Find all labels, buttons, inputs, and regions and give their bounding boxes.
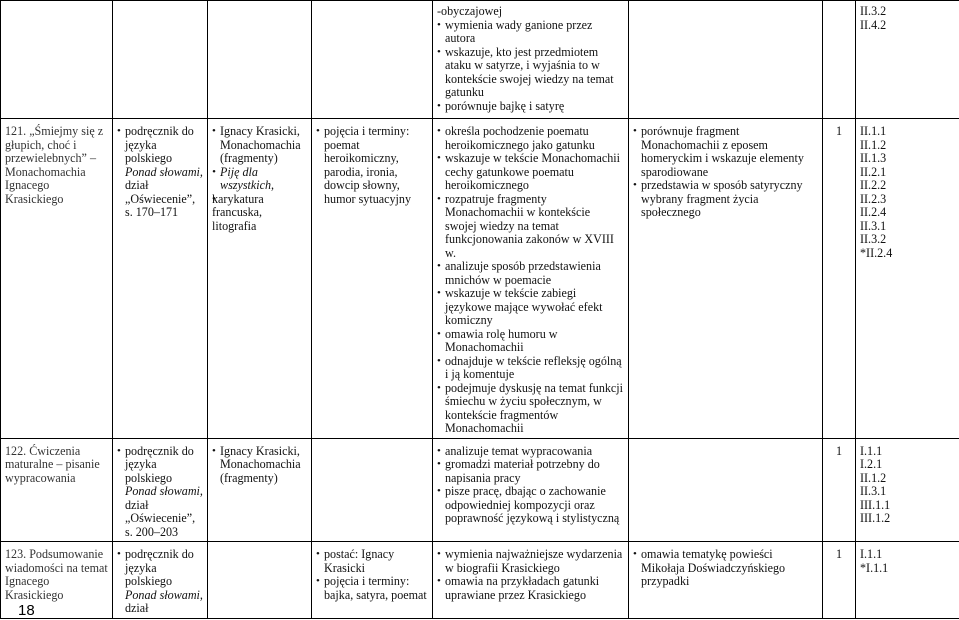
skills-list: [437, 5, 624, 19]
skill-item: • analizuje sposób przedstawienia mnichów w poemacie: [437, 260, 624, 287]
code: II.1.3: [860, 151, 887, 165]
skill-item: • gromadzi materiał potrzebny do napisania pracy: [437, 458, 624, 485]
textbook-name: podręcznik do języka polskiego: [125, 547, 194, 588]
code: *II.2.4: [860, 245, 893, 260]
skill-item: • wskazuje w tekście Monachomachii cechy gatunkowe poematu heroikomicznego: [437, 152, 624, 193]
textbook-item: [117, 445, 203, 540]
cell-codes: [856, 119, 959, 439]
extended-list: [633, 548, 818, 589]
cell-texts: [208, 119, 312, 439]
cell-hours: 1: [823, 119, 856, 439]
lesson-row-121: [1, 119, 959, 439]
code: II.4.2: [860, 17, 887, 32]
lesson-row-122: [1, 438, 959, 542]
skill-item: • rozpatruje fragmenty Monachomachii w kontekście swojej wiedzy na temat funkcjonowania zakonów w XVIII w.: [437, 193, 624, 261]
extended-item: • przedstawia w sposób satyryczny wybrany fragment życia społecznego: [633, 179, 818, 220]
concepts-list: [316, 125, 428, 206]
extended-list: [633, 125, 818, 220]
textbook-item: [117, 548, 203, 616]
cell-extended: [629, 1, 823, 119]
textbook-section-label: dział: [125, 497, 149, 512]
textbook-title: Ponad słowami,: [125, 484, 203, 498]
cell-concepts: [312, 542, 433, 619]
text-item: • Ignacy Krasicki, Monachomachia (fragmenty): [212, 125, 307, 166]
lesson-title: 122. Ćwiczenia maturalne – pisanie wypracowania: [1, 438, 113, 542]
textbook-pages: s. 170–171: [125, 205, 179, 219]
cell-concepts: [312, 119, 433, 439]
skill-item: • wskazuje, kto jest przedmiotem ataku w satyrze, i wyjaśnia to w kontekście swojej wiedzy na temat gatunku: [437, 46, 624, 100]
cell-hours: 1: [823, 542, 856, 619]
skill-item: • wskazuje w tekście zabiegi językowe mające wywołać efekt komiczny: [437, 287, 624, 328]
cell-hours: [823, 1, 856, 119]
concepts-list: [316, 548, 428, 602]
textbook-list: [117, 548, 203, 616]
cell-extended: [629, 119, 823, 439]
cell-hours: 1: [823, 438, 856, 542]
textbook-list: [117, 125, 203, 220]
textbook-section: „Oświecenie”,: [125, 191, 196, 206]
code: II.2.2: [860, 178, 887, 192]
cell-skills: [433, 1, 629, 119]
textbook-title: Ponad słowami,: [125, 587, 203, 602]
cell-skills: [433, 542, 629, 619]
text-item-title: Piję dla wszystkich,: [220, 164, 275, 192]
code: I.1.1: [860, 443, 883, 458]
text-item: • Ignacy Krasicki, Monachomachia (fragmenty): [212, 445, 307, 486]
code: II.2.1: [860, 164, 887, 179]
textbook-section: „Oświecenie”,: [125, 511, 196, 525]
textbook-pages: s. 200–203: [125, 524, 179, 539]
skill-item: • odnajduje w tekście refleksję ogólną i ją komentuje: [437, 355, 624, 382]
skills-list: [437, 445, 624, 526]
cell-extended: [629, 438, 823, 542]
lesson-title: 121. „Śmiejmy się z głupich, choć i przewielebnych” – Monachomachia Ignacego Krasickiego: [1, 119, 113, 439]
text-item: [212, 166, 307, 193]
cell-textbook: [113, 542, 208, 619]
textbook-section-label: dział: [125, 178, 149, 192]
code: I.1.1: [860, 547, 883, 561]
skills-list: [437, 125, 624, 436]
cell-concepts: [312, 438, 433, 542]
skill-item: • pisze pracę, dbając o zachowanie odpowiedniej kompozycji oraz poprawność językową i stylistyczną: [437, 485, 624, 526]
skills-list: [437, 548, 624, 602]
skill-item: • omawia na przykładach gatunki uprawiane przez Krasickiego: [437, 575, 624, 602]
cell-texts: [208, 438, 312, 542]
textbook-name: podręcznik do języka polskiego: [125, 443, 194, 485]
page-number: 18: [18, 602, 35, 619]
lesson-row-123: [1, 542, 959, 619]
cell-lesson: [1, 1, 113, 119]
cell-textbook: [113, 1, 208, 119]
concept-item: • pojęcia i terminy: poemat heroikomiczny, parodia, ironia, dowcip słowny, humor sytuacyjny: [316, 125, 428, 206]
textbook-name: podręcznik do języka polskiego: [125, 124, 194, 165]
cell-concepts: [312, 1, 433, 119]
skill-item: • porównuje bajkę i satyrę: [437, 100, 624, 114]
cell-textbook: [113, 119, 208, 439]
code: II.2.3: [860, 191, 887, 206]
textbook-list: [117, 445, 203, 540]
concept-item: • postać: Ignacy Krasicki: [316, 548, 428, 575]
skill-item: • podejmuje dyskusję na temat funkcji śmiechu w życiu społecznym, w kontekście fragmentów Monachomachii: [437, 382, 624, 436]
code: II.3.2: [860, 232, 887, 246]
cell-skills: [433, 119, 629, 439]
cell-textbook: [113, 438, 208, 542]
code: II.3.2: [860, 4, 887, 18]
texts-list: [212, 125, 307, 233]
textbook-title: Ponad słowami,: [125, 164, 203, 179]
skill-item: • określa pochodzenie poematu heroikomicznego jako gatunku: [437, 125, 624, 152]
cell-codes: [856, 438, 959, 542]
code: III.1.1: [860, 497, 891, 512]
cell-codes: [856, 1, 959, 119]
text-item: • karykatura francuska, litografia: [212, 193, 307, 234]
cell-texts: [208, 1, 312, 119]
skill-item: • wymienia wady ganione przez autora: [437, 19, 624, 46]
skill-item: -obyczajowej: [437, 4, 503, 18]
cell-extended: [629, 542, 823, 619]
code: II.1.1: [860, 124, 887, 138]
skill-item: • analizuje temat wypracowania: [437, 445, 624, 459]
code: III.1.2: [860, 511, 891, 525]
cell-skills: [433, 438, 629, 542]
extended-item: • omawia tematykę powieści Mikołaja Doświadczyńskiego przypadki: [633, 548, 818, 589]
code: *I.1.1: [860, 560, 889, 575]
code: II.3.1: [860, 218, 887, 233]
extended-item: • porównuje fragment Monachomachii z eposem homeryckim i wskazuje elementy sparodiowane: [633, 125, 818, 179]
code: II.1.2: [860, 137, 887, 152]
carry-over-row: [1, 1, 959, 119]
cell-texts: [208, 542, 312, 619]
code: II.3.1: [860, 484, 887, 498]
concept-item: • pojęcia i terminy: bajka, satyra, poemat: [316, 575, 428, 602]
textbook-item: [117, 125, 203, 220]
code: II.2.4: [860, 205, 887, 219]
code: II.1.2: [860, 470, 887, 485]
code: I.2.1: [860, 457, 883, 471]
skills-list: [437, 19, 624, 114]
texts-list: [212, 445, 307, 486]
lesson-title: 123. Podsumowanie wiadomości na temat Ignacego Krasickiego: [1, 542, 113, 619]
cell-codes: [856, 542, 959, 619]
skill-item: • omawia rolę humoru w Monachomachii: [437, 328, 624, 355]
textbook-section-label: dział: [125, 601, 149, 615]
skill-item: • wymienia najważniejsze wydarzenia w biografii Krasickiego: [437, 548, 624, 575]
